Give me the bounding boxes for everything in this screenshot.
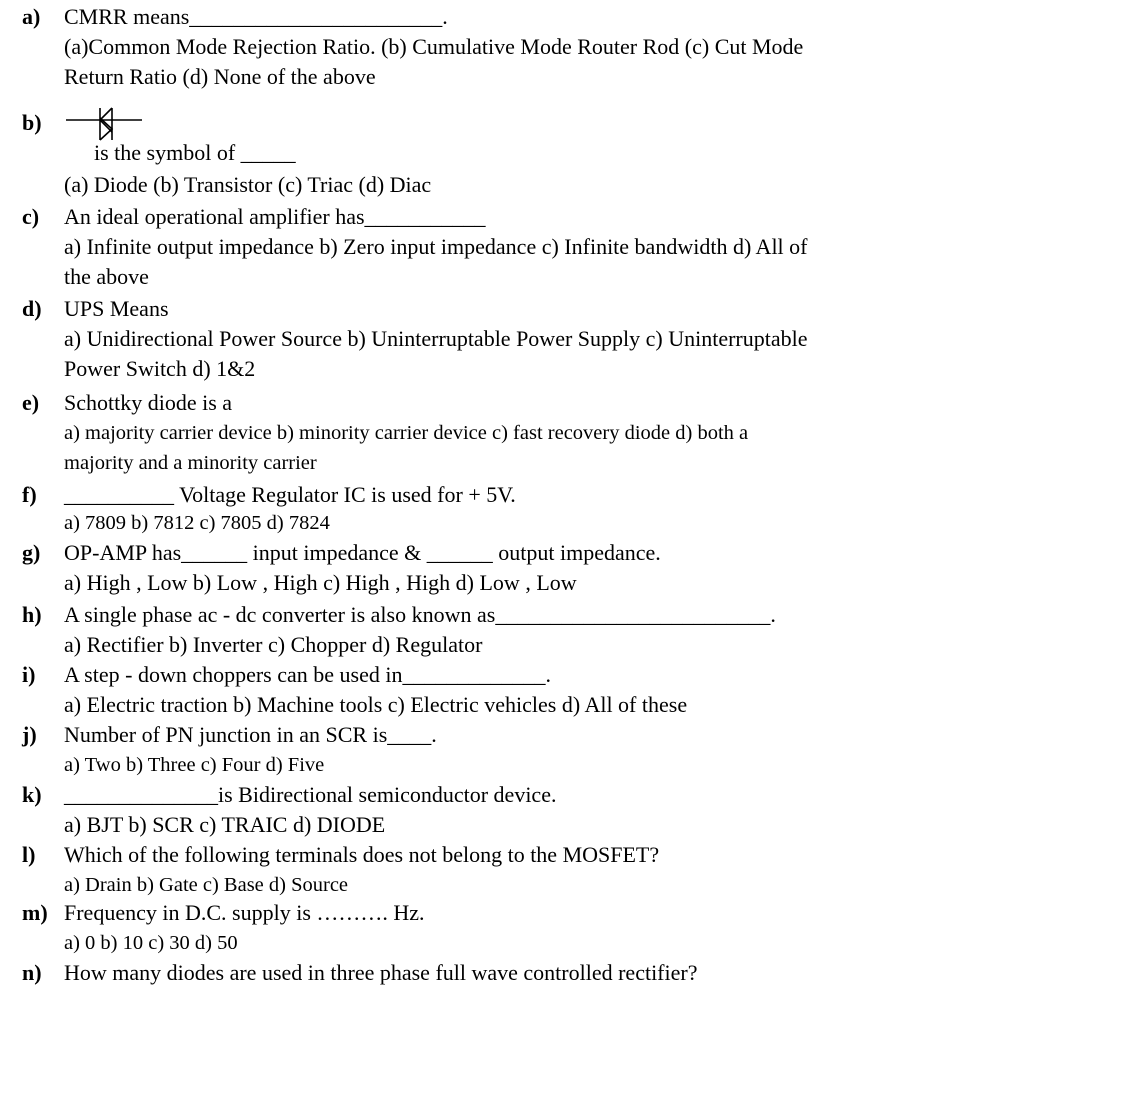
question-options xyxy=(64,750,1124,780)
options-line: a) Drain b) Gate c) Base d) Source xyxy=(64,874,349,896)
options-line: a) Two b) Three c) Four d) Five xyxy=(64,754,325,776)
question-text: OP-AMP has______ input impedance & ______ output impedance. xyxy=(64,540,661,565)
options-line: a) High , Low b) Low , High c) High , High d) Low , Low xyxy=(64,570,577,595)
options-line: a) 0 b) 10 c) 30 d) 50 xyxy=(64,932,238,954)
question-text: Which of the following terminals does not belong to the MOSFET? xyxy=(64,842,660,867)
question-label: m) xyxy=(22,900,48,925)
options-line: a) Unidirectional Power Source b) Uninterruptable Power Supply c) Uninterruptable xyxy=(64,326,808,351)
question-text: is the symbol of _____ xyxy=(94,140,296,165)
question-label: c) xyxy=(22,204,40,229)
question-label: i) xyxy=(22,662,36,687)
question-options xyxy=(64,324,1124,384)
question-options xyxy=(64,568,1124,598)
question-text: How many diodes are used in three phase full wave controlled rectifier? xyxy=(64,960,698,985)
question-label: b) xyxy=(22,110,42,135)
question-label: k) xyxy=(22,782,42,807)
question-options xyxy=(64,32,1124,92)
options-line: a) Rectifier b) Inverter c) Chopper d) Regulator xyxy=(64,632,483,657)
options-line: Return Ratio (d) None of the above xyxy=(64,64,376,89)
options-line: a) 7809 b) 7812 c) 7805 d) 7824 xyxy=(64,512,330,534)
question-label: a) xyxy=(22,4,41,29)
question-label: d) xyxy=(22,296,42,321)
question-options xyxy=(64,690,1124,720)
question-options xyxy=(64,418,1124,478)
question-text: Number of PN junction in an SCR is____. xyxy=(64,722,437,747)
question-text: ______________is Bidirectional semiconductor device. xyxy=(64,782,557,807)
question-text: An ideal operational amplifier has___________ xyxy=(64,204,486,229)
question-label: f) xyxy=(22,482,37,507)
question-options xyxy=(64,870,1124,900)
question-options xyxy=(64,232,1124,292)
question-text: __________ Voltage Regulator IC is used for + 5V. xyxy=(64,482,516,507)
options-line: the above xyxy=(64,264,149,289)
question-label: l) xyxy=(22,842,36,867)
options-line: (a) Diode (b) Transistor (c) Triac (d) Diac xyxy=(64,172,432,197)
question-text: A step - down choppers can be used in_____________. xyxy=(64,662,551,687)
options-line: a) Infinite output impedance b) Zero input impedance c) Infinite bandwidth d) All of xyxy=(64,234,808,259)
question-options xyxy=(64,170,1124,200)
options-line: a) majority carrier device b) minority carrier device c) fast recovery diode d) both a xyxy=(64,422,749,444)
options-line: Power Switch d) 1&2 xyxy=(64,356,256,381)
question-text: UPS Means xyxy=(64,296,169,321)
question-text: CMRR means_______________________. xyxy=(64,4,448,29)
question-options xyxy=(64,508,1124,538)
question-label: h) xyxy=(22,602,42,627)
question-label: j) xyxy=(22,722,37,747)
options-line: a) BJT b) SCR c) TRAIC d) DIODE xyxy=(64,812,386,837)
question-label: n) xyxy=(22,960,42,985)
options-line: (a)Common Mode Rejection Ratio. (b) Cumulative Mode Router Rod (c) Cut Mode xyxy=(64,34,804,59)
question-text: A single phase ac - dc converter is also known as_________________________. xyxy=(64,602,776,627)
question-label: e) xyxy=(22,390,40,415)
question-options xyxy=(64,928,1124,958)
question-text: Frequency in D.C. supply is ………. Hz. xyxy=(64,900,425,925)
options-line: majority and a minority carrier xyxy=(64,452,317,474)
question-label: g) xyxy=(22,540,41,565)
question-options xyxy=(64,630,1124,660)
question-text: Schottky diode is a xyxy=(64,390,233,415)
options-line: a) Electric traction b) Machine tools c) Electric vehicles d) All of these xyxy=(64,692,688,717)
question-options xyxy=(64,810,1124,840)
